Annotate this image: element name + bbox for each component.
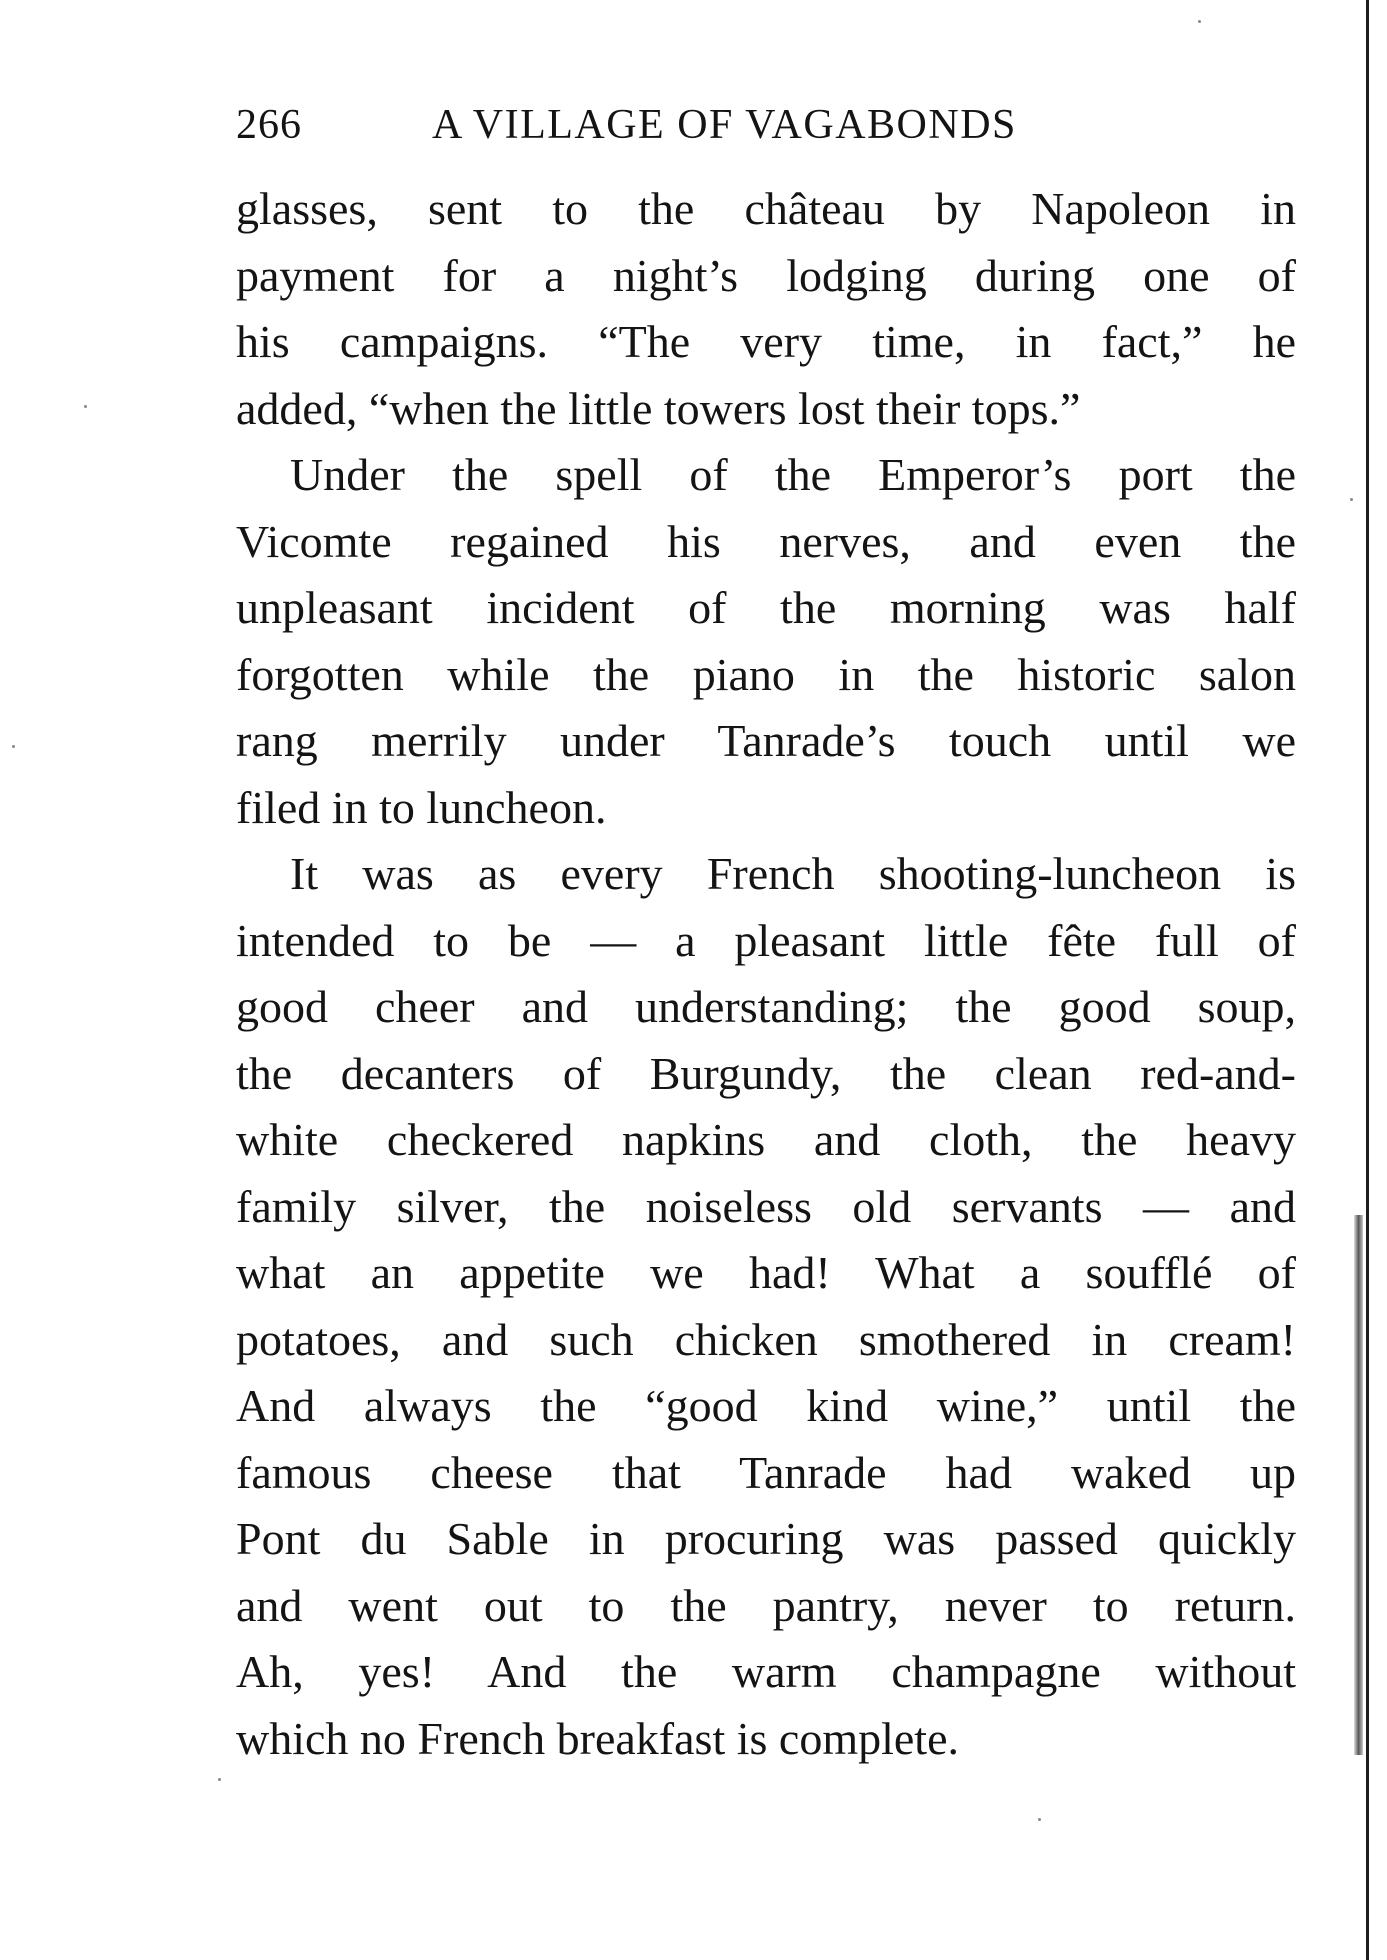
body-text — [236, 176, 1296, 1772]
running-head: A VILLAGE OF VAGABONDS — [432, 102, 1017, 148]
text-line: famous cheese that Tanrade had waked up — [236, 1446, 1296, 1498]
page-number: 266 — [236, 102, 302, 148]
text-line: Ah, yes! And the warm champagne without — [236, 1646, 1296, 1697]
text-line: Pont du Sable in procuring was passed quickly — [236, 1513, 1296, 1564]
text-line: good cheer and understanding; the good soup, — [236, 981, 1296, 1032]
text-line: which no French breakfast is complete. — [236, 1712, 959, 1764]
dust-speck — [218, 1778, 221, 1781]
dust-speck — [1038, 1818, 1041, 1821]
dust-speck — [84, 405, 87, 408]
dust-speck — [1350, 498, 1353, 501]
text-line: It was as every French shooting-luncheon is — [290, 848, 1296, 899]
text-line: the decanters of Burgundy, the clean red-and- — [236, 1047, 1296, 1099]
text-line: forgotten while the piano in the historic salon — [236, 648, 1296, 700]
page-header — [236, 100, 1296, 150]
text-line: family silver, the noiseless old servants — and — [236, 1180, 1296, 1232]
text-line: Under the spell of the Emperor’s port the — [290, 449, 1296, 500]
text-line: and went out to the pantry, never to return. — [236, 1579, 1296, 1631]
text-line: white checkered napkins and cloth, the heavy — [236, 1114, 1296, 1165]
text-line: glasses, sent to the château by Napoleon in — [236, 183, 1296, 234]
dust-speck — [12, 745, 15, 748]
text-line: what an appetite we had! What a soufflé of — [236, 1247, 1296, 1298]
text-line: payment for a night’s lodging during one of — [236, 249, 1296, 301]
text-line: filed in to luncheon. — [236, 781, 607, 833]
text-line: his campaigns. “The very time, in fact,” he — [236, 316, 1296, 367]
text-line: unpleasant incident of the morning was half — [236, 582, 1296, 633]
binding-edge-line — [1366, 0, 1369, 1960]
dust-speck — [1198, 20, 1201, 23]
text-line: And always the “good kind wine,” until the — [236, 1380, 1296, 1431]
text-line: rang merrily under Tanrade’s touch until we — [236, 715, 1296, 766]
text-line: intended to be — a pleasant little fête full of — [236, 914, 1296, 966]
text-line: potatoes, and such chicken smothered in cream! — [236, 1313, 1296, 1365]
text-line: Vicomte regained his nerves, and even the — [236, 515, 1296, 567]
text-line: added, “when the little towers lost their tops.” — [236, 382, 1081, 434]
binding-shadow — [1354, 1215, 1363, 1755]
